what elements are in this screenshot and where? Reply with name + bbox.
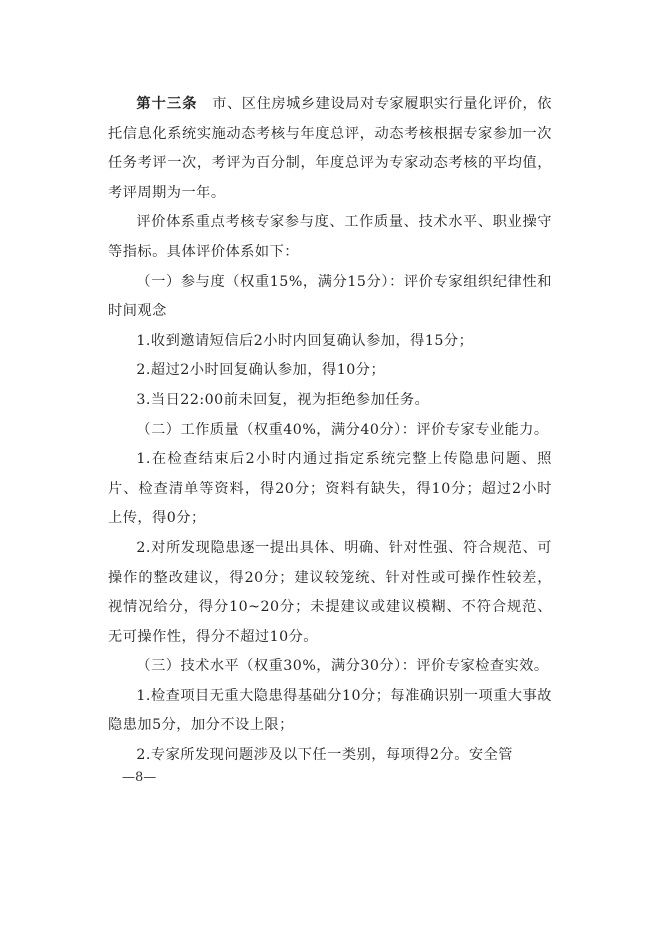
- paragraph-technical-item-2: 2.专家所发现问题涉及以下任一类别，每项得2分。安全管: [136, 747, 513, 764]
- paragraph-technical-heading: （三）技术水平（权重30%，满分30分）：评价专家检查实效。: [136, 658, 549, 675]
- paragraph-participation-heading: （一）参与度（权重15%，满分15分）：评价专家组织纪律性和时间观念: [108, 273, 552, 320]
- article-paragraph: [108, 90, 552, 208]
- paragraph-quality-item-1: 1.在检查结束后2小时内通过指定系统完整上传隐患问题、照片、检查清单等资料，得20分；资料有缺失，得10分；超过2小时上传，得0分；: [108, 451, 552, 527]
- article-text: 市、区住房城乡建设局对专家履职实行量化评价，依托信息化系统实施动态考核与年度总评，动态考核根据专家参加一次任务考评一次，考评为百分制，年度总评为专家动态考核的平均值，考评周期为一年。: [108, 96, 552, 201]
- paragraph-quality-item-2: 2.对所发现隐患逐一提出具体、明确、针对性强、符合规范、可操作的整改建议，得20分；建议较笼统、针对性或可操作性较差，视情况给分，得分10~20分；未提建议或建议模糊、不符合规范、无可操作性，得分不超过10分。: [108, 539, 552, 645]
- paragraph-participation-item-2: 2.超过2小时回复确认参加，得10分；: [136, 362, 386, 379]
- paragraph-quality-heading: （二）工作质量（权重40%，满分40分）：评价专家专业能力。: [136, 421, 549, 438]
- page-number: —8—: [122, 770, 157, 785]
- article-label: 第十三条: [136, 96, 198, 112]
- document-page: [108, 70, 552, 785]
- paragraph-participation-item-3: 3.当日22:00前未回复，视为拒绝参加任务。: [136, 391, 430, 408]
- paragraph-participation-item-1: 1.收到邀请短信后2小时内回复确认参加，得15分；: [136, 332, 474, 349]
- paragraph-evaluation-system: 评价体系重点考核专家参与度、工作质量、技术水平、职业操守等指标。具体评价体系如下：: [108, 214, 552, 260]
- paragraph-technical-item-1: 1.检查项目无重大隐患得基础分10分；每准确识别一项重大事故隐患加5分，加分不设上限；: [108, 687, 552, 734]
- document-body: [108, 90, 552, 771]
